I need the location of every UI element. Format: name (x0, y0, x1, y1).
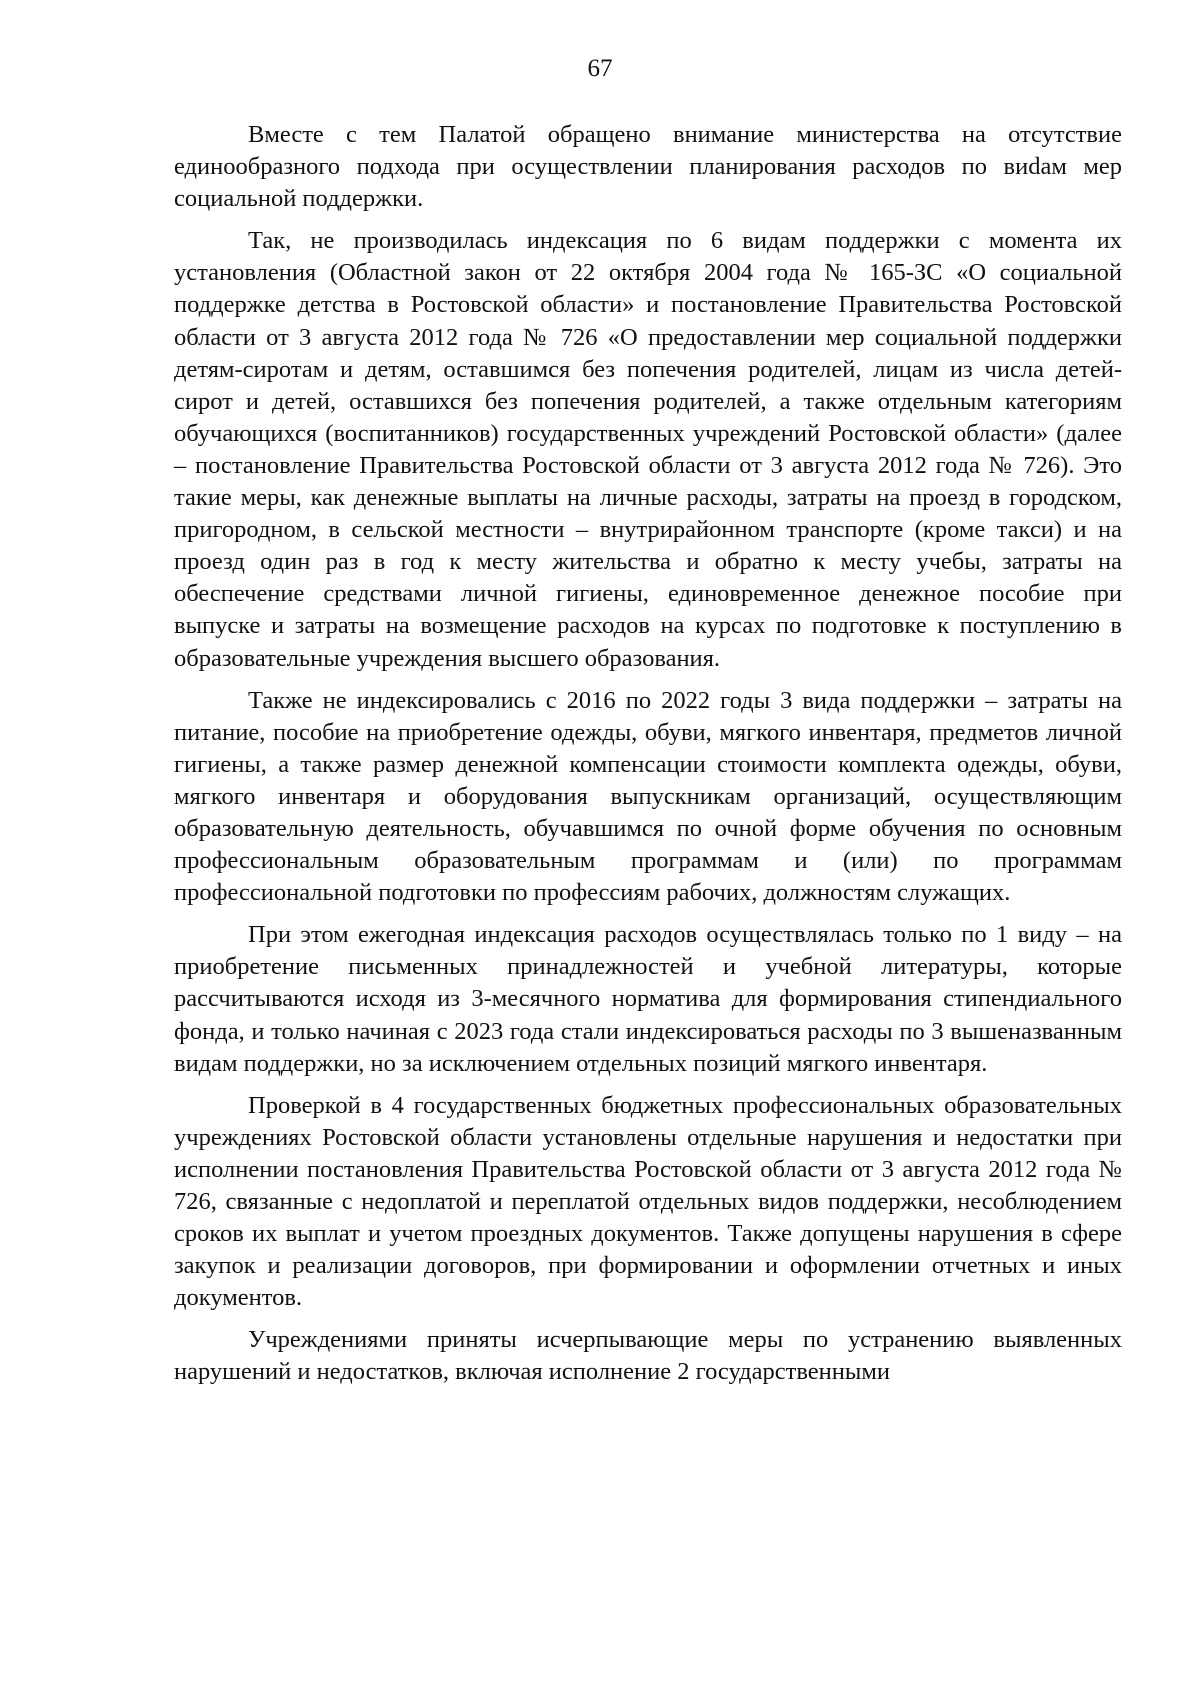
paragraph-4: При этом ежегодная индексация расходов осуществлялась только по 1 виду – на приобретение письменных принадлежностей и учебной литературы, которые рассчитываются исходя из 3-месячного норматива для формирования стипендиального фонда, и только начиная с 2023 года стали индексироваться расходы по 3 вышеназванным видам поддержки, но за исключением отдельных позиций мягкого инвентаря. (174, 921, 1122, 1077)
paragraph-3: Также не индексировались с 2016 по 2022 годы 3 вида поддержки – затраты на питание, пособие на приобретение одежды, обуви, мягкого инвентаря, предметов личной гигиены, а также размер денежной компенсации стоимости комплекта одежды, обуви, мягкого инвентаря и оборудования выпускникам организаций, осуществляющим образовательную деятельность, обучавшимся по очной форме обучения по основным профессиональным образовательным программам и (или) по программам профессиональной подготовки по профессиям рабочих, должностям служащих. (174, 686, 1122, 907)
paragraph-1: Вместе с тем Палатой обращено внимание министерства на отсутствие единообразного подхода при осуществлении планирования расходов по виdам мер социальной поддержки. (174, 121, 1122, 213)
paragraph-2: Так, не производилась индексация по 6 видам поддержки с момента их установления (Областной закон от 22 октября 2004 года № 165-ЗС «О социальной поддержке детства в Ростовской области» и постановление Правительства Ростовской области от 3 августа 2012 года № 726 «О предоставлении мер социальной поддержки детям-сиротам и детям, оставшимся без попечения родителей, лицам из числа детей-сирот и детей, оставшихся без попечения родителей, а также отдельным категориям обучающихся (воспитанников) государственных учреждений Ростовской области» (далее – постановление Правительства Ростовской области от 3 августа 2012 года № 726). Это такие меры, как денежные выплаты на личные расходы, затраты на проезд в городском, пригородном, в сельской местности – внутрирайонном транспорте (кроме такси) и на проезд один раз в год к месту жительства и обратно к месту учебы, затраты на обеспечение средствами личной гигиены, единовременное денежное пособие при выпуске и затраты на возмещение расходов на курсах по подготовке к поступлению в образовательные учреждения высшего образования. (174, 227, 1122, 672)
document-body (174, 119, 1122, 1399)
paragraph-6: Учреждениями приняты исчерпывающие меры по устранению выявленных нарушений и недостатков, включая исполнение 2 государственными (174, 1326, 1122, 1386)
page-number: 67 (587, 55, 613, 82)
paragraph-5: Проверкой в 4 государственных бюджетных профессиональных образовательных учреждениях Ростовской области установлены отдельные нарушения и недостатки при исполнении постановления Правительства Ростовской области от 3 августа 2012 года № 726, связанные с недоплатой и переплатой отдельных видов поддержки, несоблюдением сроков их выплат и учетом проездных документов. Также допущены нарушения в сфере закупок и реализации договоров, при формировании и оформлении отчетных и иных документов. (174, 1091, 1122, 1312)
